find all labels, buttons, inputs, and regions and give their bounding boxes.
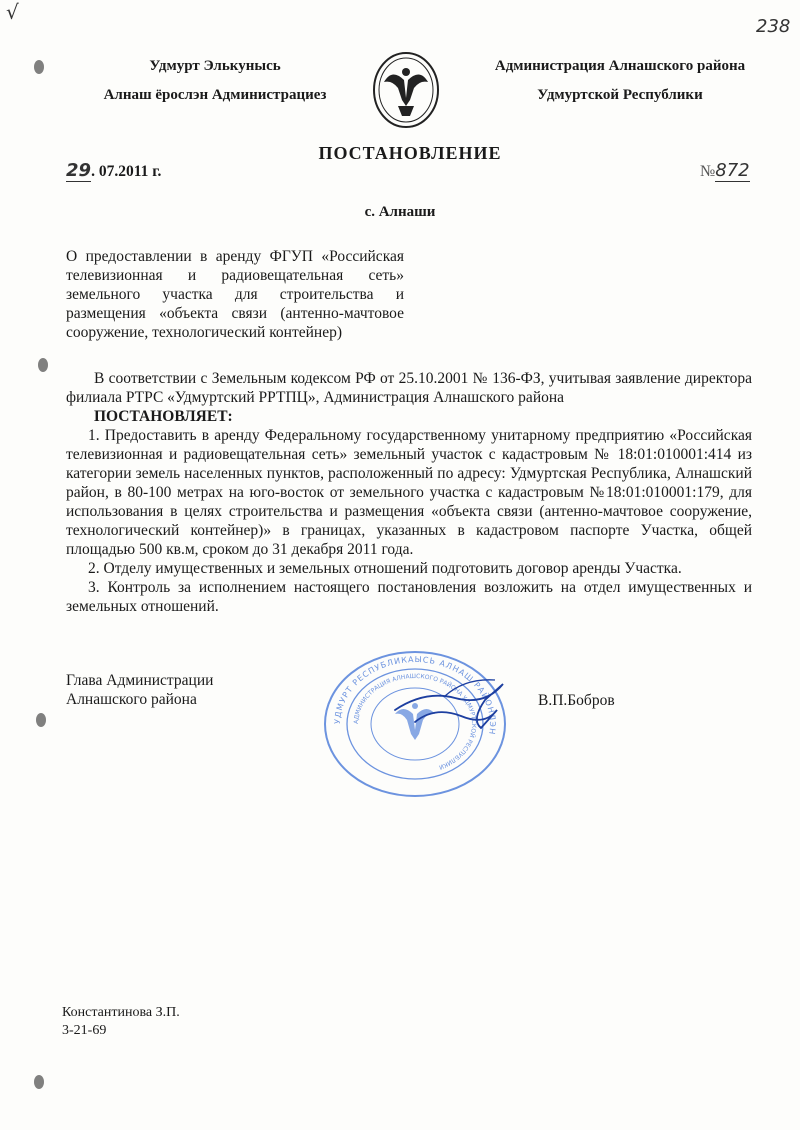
- item-3: 3. Контроль за исполнением настоящего постановления возложить на отдел имущественных и земельных отношений.: [66, 579, 752, 615]
- resolves-heading: ПОСТАНОВЛЯЕТ:: [94, 408, 233, 425]
- punch-hole: [34, 1075, 44, 1089]
- header-right-line1: Администрация Алнашского района: [494, 58, 746, 74]
- stamp-inner-text: АДМИНИСТРАЦИЯ АЛНАШСКОГО РАЙОНА УДМУРТСКОЙ РЕСПУБЛИКИ: [352, 672, 478, 771]
- preamble: В соответствии с Земельным кодексом РФ от 25.10.2001 № 136-ФЗ, учитывая заявление директора филиала РТРС «Удмуртский РРТПЦ», Администрация Алнашского района: [66, 370, 752, 406]
- stamp-outer-text: УДМУРТ РЕСПУБЛИКАЫСЬ АЛНАШ РАЙОНЛЭН: [332, 654, 498, 736]
- date-rest: . 07.2011 г.: [91, 163, 162, 180]
- header-left-line1: Удмурт Элькунысь: [149, 58, 281, 74]
- document-number: [700, 160, 750, 181]
- number-handwritten: 872: [715, 160, 750, 181]
- date-day-handwritten: 29: [66, 160, 92, 181]
- number-prefix: №: [700, 163, 716, 180]
- handwritten-signature: [385, 670, 525, 740]
- document-subject: О предоставлении в аренду ФГУП «Российская телевизионная и радиовещательная сеть» земельного участка для строительства и размещения «объекта связи (антенно-мачтовое сооружение, технологический контейнер): [66, 248, 404, 341]
- punch-hole: [38, 358, 48, 372]
- signature-position-line2: Алнашского района: [66, 691, 197, 708]
- document-body: [66, 369, 752, 616]
- footer-phone: 3-21-69: [62, 1023, 107, 1038]
- udmurtia-coat-of-arms-icon: [370, 50, 442, 130]
- document-date: [66, 160, 161, 181]
- footer-author: Константинова З.П.: [62, 1005, 180, 1020]
- punch-hole: [34, 60, 44, 74]
- signature-name: В.П.Бобров: [538, 692, 615, 709]
- header-left-line2: Алнаш ёрослэн Администрациез: [103, 87, 327, 103]
- page-number-annotation: 238: [756, 16, 791, 37]
- checkmark-annotation: √: [6, 0, 19, 24]
- punch-hole: [36, 713, 46, 727]
- document-title: ПОСТАНОВЛЕНИЕ: [318, 143, 502, 163]
- signature-position-line1: Глава Администрации: [66, 672, 214, 689]
- document-place: с. Алнаши: [364, 204, 436, 220]
- item-2: 2. Отделу имущественных и земельных отношений подготовить договор аренды Участка.: [88, 560, 682, 577]
- header-right-line2: Удмуртской Республики: [537, 87, 703, 103]
- item-1: 1. Предоставить в аренду Федеральному государственному унитарному предприятию «Российская телевизионная и радиовещательная сеть» земельный участок с кадастровым № 18:01:010001:414 из категории земель населенных пунктов, расположенный по адресу: Удмуртская Республика, Алнашский район, в 80-100 метрах на юго-восток от земельного участка с кадастровым №18:01:010001:179, для использования в целях строительства и размещения «объекта связи (антенно-мачтовое сооружение, технологический контейнер)» в границах, указанных в кадастровом паспорте Участка, общей площадью 500 кв.м, сроком до 31 декабря 2011 года.: [66, 427, 752, 558]
